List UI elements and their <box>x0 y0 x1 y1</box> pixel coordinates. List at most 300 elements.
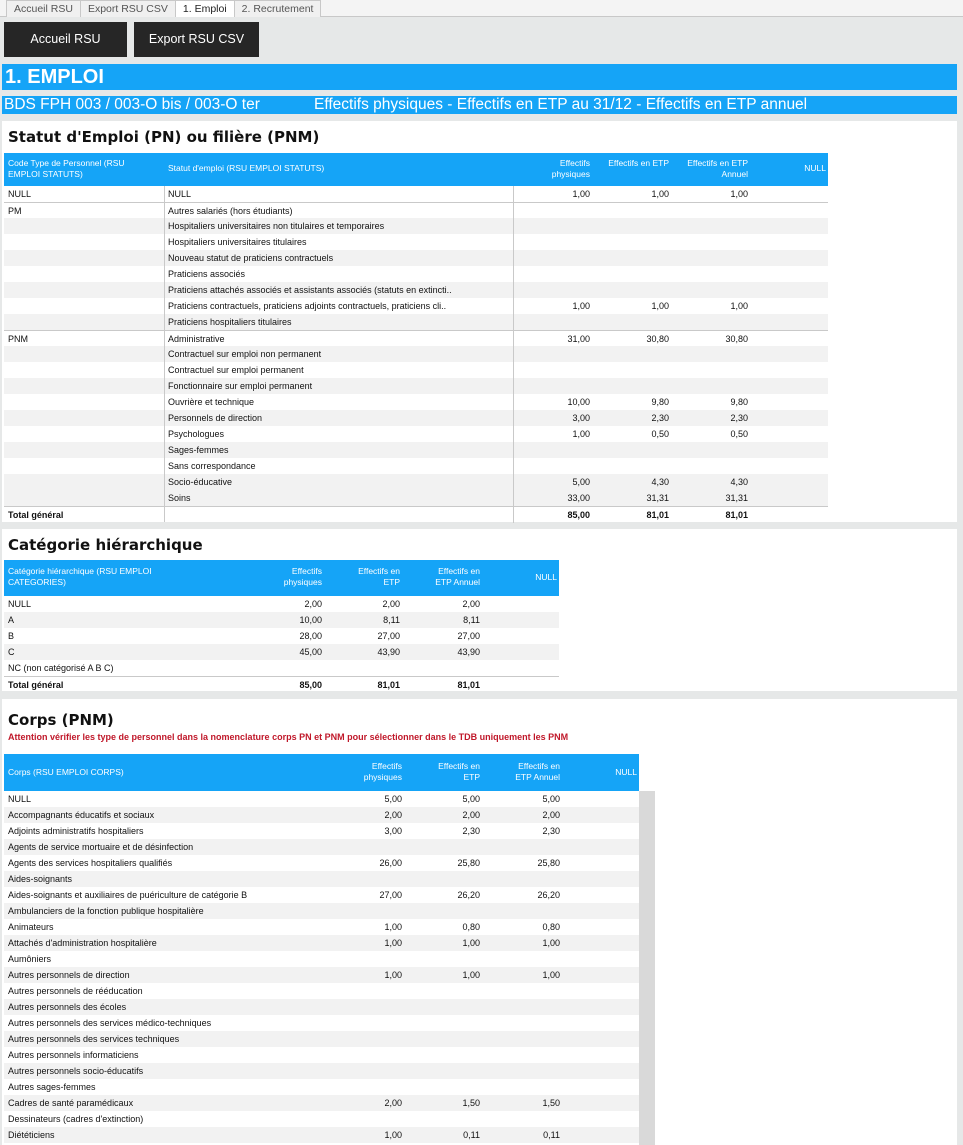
table-row <box>4 807 639 823</box>
header-effectifs-etp[interactable]: Effectifs en ETP <box>608 158 669 168</box>
table-row <box>4 596 559 612</box>
effectifs-physiques-cell <box>324 1015 402 1031</box>
table-row <box>4 999 639 1015</box>
corps-cell: Diététiciens <box>8 1130 55 1140</box>
effectifs-etp-annuel-cell: 2,00 <box>462 599 480 609</box>
effectifs-etp-cell: 26,20 <box>457 890 480 900</box>
effectifs-physiques-cell <box>324 951 402 967</box>
total-row <box>4 676 559 692</box>
code-type-cell <box>8 474 158 490</box>
code-type-cell <box>8 314 158 330</box>
statut-emploi-cell: Praticiens associés <box>168 269 246 279</box>
effectifs-etp-annuel-cell: 2,30 <box>542 826 560 836</box>
effectifs-physiques-cell: 1,00 <box>384 1130 402 1140</box>
categorie-cell: NC (non catégorisé A B C) <box>8 663 114 673</box>
effectifs-etp-annuel-cell <box>484 903 560 919</box>
effectifs-physiques-cell: 2,00 <box>304 599 322 609</box>
corps-table-header <box>4 754 639 791</box>
effectifs-etp-cell <box>584 250 669 266</box>
effectifs-physiques-cell <box>504 266 590 282</box>
effectifs-etp-cell: 2,00 <box>382 599 400 609</box>
table-row <box>4 855 639 871</box>
effectifs-physiques-cell: 28,00 <box>299 631 322 641</box>
corps-cell: Agents de service mortuaire et de désinfection <box>8 842 194 852</box>
effectifs-physiques-cell: 33,00 <box>567 493 590 503</box>
table-row <box>4 839 639 855</box>
effectifs-physiques-cell <box>504 234 590 250</box>
effectifs-physiques-cell: 5,00 <box>572 477 590 487</box>
effectifs-etp-cell: 1,50 <box>462 1098 480 1108</box>
table-row <box>4 458 828 474</box>
code-type-cell <box>8 282 158 298</box>
effectifs-etp-cell: 31,31 <box>646 493 669 503</box>
header-corps-effectifs-etp[interactable]: Effectifs en ETP <box>438 761 480 782</box>
statut-emploi-cell: Contractuel sur emploi non permanent <box>168 349 322 359</box>
effectifs-physiques-cell: 27,00 <box>379 890 402 900</box>
effectifs-etp-annuel-cell <box>484 1111 560 1127</box>
effectifs-physiques-cell <box>324 1111 402 1127</box>
code-type-cell <box>8 426 158 442</box>
effectifs-etp-cell: 2,30 <box>462 826 480 836</box>
statut-emploi-cell: Contractuel sur emploi permanent <box>168 365 304 375</box>
effectifs-etp-annuel-cell <box>664 234 748 250</box>
table-row <box>4 935 639 951</box>
tab-emploi[interactable]: 1. Emploi <box>175 0 235 17</box>
effectifs-etp-cell: 43,90 <box>377 647 400 657</box>
effectifs-etp-annuel-cell: 43,90 <box>457 647 480 657</box>
statut-emploi-cell: Administrative <box>168 334 225 344</box>
effectifs-etp-cell: 0,11 <box>463 1130 480 1140</box>
code-type-cell <box>8 266 158 282</box>
effectifs-etp-cell <box>584 346 669 362</box>
header-corps-null[interactable]: NULL <box>615 767 637 777</box>
effectifs-etp-annuel-cell <box>484 1079 560 1095</box>
effectifs-physiques-cell <box>324 1079 402 1095</box>
effectifs-etp-annuel-cell <box>664 378 748 394</box>
effectifs-etp-annuel-cell <box>484 1063 560 1079</box>
effectifs-etp-cell: 2,00 <box>462 810 480 820</box>
effectifs-etp-cell <box>584 234 669 250</box>
effectifs-etp-annuel-cell: 9,80 <box>730 397 748 407</box>
categorie-table-body <box>4 596 559 692</box>
effectifs-etp-cell <box>404 1031 480 1047</box>
effectifs-etp-cell <box>404 1111 480 1127</box>
statut-emploi-cell: Ouvrière et technique <box>168 397 255 407</box>
effectifs-etp-annuel-cell <box>664 314 748 330</box>
effectifs-etp-cell: 1,00 <box>462 970 480 980</box>
effectifs-etp-annuel-cell: 1,00 <box>542 938 560 948</box>
corps-cell: Autres personnels des services médico-techniques <box>8 1018 212 1028</box>
effectifs-physiques-cell: 1,00 <box>572 301 590 311</box>
effectifs-etp-annuel-cell <box>664 250 748 266</box>
corps-cell: NULL <box>8 794 32 804</box>
table-row <box>4 378 828 394</box>
effectifs-physiques-cell <box>324 1047 402 1063</box>
header-cat-effectifs-physiques[interactable]: Effectifs physiques <box>283 566 322 587</box>
statut-emploi-cell: Fonctionnaire sur emploi permanent <box>168 381 313 391</box>
effectifs-physiques-cell <box>504 218 590 234</box>
code-type-cell <box>8 218 158 234</box>
categorie-table-header <box>4 560 559 596</box>
table-row <box>4 1127 639 1143</box>
header-effectifs-etp-annuel[interactable]: Effectifs en ETP Annuel <box>687 158 748 179</box>
accueil-rsu-button[interactable]: Accueil RSU <box>4 22 127 57</box>
header-corps-effectifs-physiques[interactable]: Effectifs physiques <box>363 761 402 782</box>
table-row <box>4 490 828 506</box>
effectifs-physiques-cell <box>504 346 590 362</box>
effectifs-etp-cell <box>404 983 480 999</box>
effectifs-etp-annuel-cell: 0,80 <box>542 922 560 932</box>
effectifs-etp-annuel-cell <box>664 362 748 378</box>
code-type-cell <box>8 250 158 266</box>
table-scroll-shadow <box>639 791 655 1145</box>
effectifs-etp-cell: 9,80 <box>651 397 669 407</box>
effectifs-etp-annuel-cell: 25,80 <box>537 858 560 868</box>
table-row <box>4 314 828 330</box>
effectifs-etp-annuel-cell <box>484 1047 560 1063</box>
statut-emploi-cell: Hospitaliers universitaires titulaires <box>168 237 307 247</box>
effectifs-etp-annuel-cell: 1,50 <box>542 1098 560 1108</box>
effectifs-etp-annuel-cell <box>664 442 748 458</box>
effectifs-physiques-cell: 31,00 <box>567 334 590 344</box>
code-type-cell <box>8 394 158 410</box>
header-cat-null[interactable]: NULL <box>535 572 557 582</box>
effectifs-etp-cell <box>584 362 669 378</box>
header-categorie[interactable]: Catégorie hiérarchique (RSU EMPLOI CATEGORIES) <box>8 566 152 587</box>
effectifs-etp-annuel-cell <box>664 203 748 219</box>
categorie-cell: NULL <box>8 599 32 609</box>
table-row <box>4 1079 639 1095</box>
table-row <box>4 442 828 458</box>
table-row <box>4 903 639 919</box>
table-row <box>4 628 559 644</box>
effectifs-physiques-cell: 10,00 <box>567 397 590 407</box>
corps-cell: Autres personnels socio-éducatifs <box>8 1066 144 1076</box>
corps-cell: Autres personnels de direction <box>8 970 130 980</box>
effectifs-physiques-cell: 1,00 <box>384 922 402 932</box>
effectifs-etp-annuel-cell: 2,30 <box>730 413 748 423</box>
effectifs-etp-cell: 0,80 <box>462 922 480 932</box>
effectifs-etp-annuel-cell <box>664 458 748 474</box>
table-row <box>4 474 828 490</box>
table-row <box>4 887 639 903</box>
code-type-cell <box>8 490 158 506</box>
tab-export-rsu-csv[interactable]: Export RSU CSV <box>80 0 176 17</box>
effectifs-etp-annuel-cell: 1,00 <box>542 970 560 980</box>
corps-cell: Aides-soignants <box>8 874 73 884</box>
table-row <box>4 1047 639 1063</box>
table-row <box>4 951 639 967</box>
effectifs-etp-cell: 4,30 <box>651 477 669 487</box>
statut-emploi-cell: Personnels de direction <box>168 413 263 423</box>
code-type-cell <box>8 410 158 426</box>
effectifs-etp-cell: 1,00 <box>651 301 669 311</box>
effectifs-physiques-cell <box>504 203 590 219</box>
table-row <box>4 660 559 676</box>
corps-cell: Aides-soignants et auxiliaires de puériculture de catégorie B <box>8 890 248 900</box>
table-row <box>4 644 559 660</box>
effectifs-etp-cell <box>404 951 480 967</box>
header-effectifs-physiques[interactable]: Effectifs physiques <box>551 158 590 179</box>
total-label: Total général <box>8 680 64 690</box>
categorie-title: Catégorie hiérarchique <box>8 536 203 554</box>
effectifs-etp-cell <box>404 871 480 887</box>
corps-table-body <box>4 791 639 1145</box>
effectifs-etp-cell: 25,80 <box>457 858 480 868</box>
effectifs-physiques-cell: 45,00 <box>299 647 322 657</box>
effectifs-etp-cell <box>404 1063 480 1079</box>
corps-cell: Dessinateurs (cadres d'extinction) <box>8 1114 144 1124</box>
header-corps-effectifs-etp-annuel[interactable]: Effectifs en ETP Annuel <box>515 761 560 782</box>
header-cat-effectifs-etp[interactable]: Effectifs en ETP <box>358 566 400 587</box>
categorie-cell: B <box>8 631 15 641</box>
corps-cell: Aumôniers <box>8 954 52 964</box>
effectifs-etp-annuel-cell <box>484 839 560 855</box>
effectifs-etp-cell <box>404 999 480 1015</box>
statut-emploi-cell: Psychologues <box>168 429 225 439</box>
corps-warning: Attention vérifier les type de personnel dans la nomenclature corps PN et PNM pour sélectionner dans le TDB uniquement les PNM <box>8 732 569 742</box>
effectifs-etp-cell: 5,00 <box>462 794 480 804</box>
effectifs-etp-cell <box>584 458 669 474</box>
code-type-cell: PM <box>8 206 22 216</box>
corps-cell: Autres personnels de rééducation <box>8 986 143 996</box>
effectifs-physiques-cell <box>504 250 590 266</box>
effectifs-etp-annuel-cell: 0,11 <box>543 1130 560 1140</box>
statut-emploi-cell: Nouveau statut de praticiens contractuels <box>168 253 334 263</box>
corps-cell: Autres personnels des services techniques <box>8 1034 180 1044</box>
categorie-cell: A <box>8 615 15 625</box>
header-null[interactable]: NULL <box>804 163 826 173</box>
header-corps[interactable]: Corps (RSU EMPLOI CORPS) <box>8 767 124 777</box>
effectifs-etp-cell: 1,00 <box>462 938 480 948</box>
table-divider <box>513 186 514 523</box>
code-type-cell <box>8 458 158 474</box>
effectifs-etp-cell <box>404 1079 480 1095</box>
table-row <box>4 362 828 378</box>
corps-cell: Adjoints administratifs hospitaliers <box>8 826 144 836</box>
effectifs-etp-cell: 27,00 <box>377 631 400 641</box>
tab-bar <box>0 0 963 17</box>
effectifs-etp-annuel-cell <box>664 346 748 362</box>
effectifs-physiques-cell: 3,00 <box>384 826 402 836</box>
effectifs-physiques-cell: 1,00 <box>384 970 402 980</box>
effectifs-etp-annuel-cell <box>484 999 560 1015</box>
effectifs-physiques-cell: 26,00 <box>379 858 402 868</box>
effectifs-physiques-cell <box>504 314 590 330</box>
effectifs-physiques-cell <box>244 660 322 676</box>
effectifs-etp-cell: 8,11 <box>383 615 400 625</box>
effectifs-physiques-cell <box>324 903 402 919</box>
effectifs-physiques-cell <box>504 458 590 474</box>
corps-cell: Animateurs <box>8 922 54 932</box>
effectifs-etp-annuel-cell: 8,11 <box>463 615 480 625</box>
effectifs-etp-annuel-cell: 5,00 <box>542 794 560 804</box>
code-type-cell <box>8 362 158 378</box>
total-effectifs-etp: 81,01 <box>646 510 669 520</box>
effectifs-etp-annuel-cell: 1,00 <box>730 189 748 199</box>
effectifs-etp-cell: 2,30 <box>651 413 669 423</box>
effectifs-etp-cell <box>324 660 400 676</box>
table-row <box>4 1031 639 1047</box>
categorie-cell: C <box>8 647 15 657</box>
code-type-cell <box>8 298 158 314</box>
effectifs-etp-annuel-cell: 26,20 <box>537 890 560 900</box>
effectifs-etp-annuel-cell: 4,30 <box>730 477 748 487</box>
effectifs-etp-annuel-cell: 30,80 <box>725 334 748 344</box>
table-row <box>4 186 828 202</box>
corps-cell: Cadres de santé paramédicaux <box>8 1098 134 1108</box>
table-row <box>4 410 828 426</box>
effectifs-physiques-cell <box>324 839 402 855</box>
effectifs-etp-annuel-cell: 31,31 <box>725 493 748 503</box>
statut-emploi-cell: NULL <box>168 189 192 199</box>
effectifs-etp-cell <box>404 1015 480 1031</box>
effectifs-physiques-cell <box>504 282 590 298</box>
code-type-cell: NULL <box>8 189 32 199</box>
table-row <box>4 298 828 314</box>
effectifs-etp-cell: 30,80 <box>646 334 669 344</box>
table-row <box>4 218 828 234</box>
table-row <box>4 1095 639 1111</box>
table-row <box>4 871 639 887</box>
effectifs-physiques-cell: 1,00 <box>572 429 590 439</box>
effectifs-etp-cell <box>584 378 669 394</box>
table-row <box>4 1015 639 1031</box>
corps-cell: Autres sages-femmes <box>8 1082 96 1092</box>
code-type-cell <box>8 346 158 362</box>
effectifs-etp-cell <box>404 839 480 855</box>
effectifs-etp-cell <box>584 203 669 219</box>
total-effectifs-etp: 81,01 <box>377 680 400 690</box>
table-row <box>4 919 639 935</box>
statut-emploi-cell: Praticiens contractuels, praticiens adjoints contractuels, praticiens cli.. <box>168 301 447 311</box>
corps-cell: Autres personnels des écoles <box>8 1002 127 1012</box>
effectifs-etp-cell <box>584 442 669 458</box>
effectifs-etp-annuel-cell: 27,00 <box>457 631 480 641</box>
statut-emploi-cell: Praticiens attachés associés et assistants associés (statuts en extincti.. <box>168 285 452 295</box>
corps-cell: Attachés d'administration hospitalière <box>8 938 157 948</box>
table-row <box>4 266 828 282</box>
effectifs-etp-cell: 0,50 <box>651 429 669 439</box>
statut-emploi-cell: Sans correspondance <box>168 461 256 471</box>
corps-panel <box>2 699 957 1145</box>
code-type-cell <box>8 442 158 458</box>
effectifs-physiques-cell <box>324 1031 402 1047</box>
table-row <box>4 1111 639 1127</box>
table-row <box>4 612 559 628</box>
effectifs-physiques-cell: 1,00 <box>384 938 402 948</box>
effectifs-etp-cell <box>584 282 669 298</box>
header-statut-emploi[interactable]: Statut d'emploi (RSU EMPLOI STATUTS) <box>168 163 325 173</box>
table-row <box>4 330 828 346</box>
tab-recrutement[interactable]: 2. Recrutement <box>234 0 322 17</box>
code-type-cell <box>8 234 158 250</box>
effectifs-etp-annuel-cell <box>404 660 480 676</box>
effectifs-etp-cell <box>584 314 669 330</box>
effectifs-physiques-cell <box>324 1063 402 1079</box>
effectifs-etp-annuel-cell <box>664 282 748 298</box>
effectifs-etp-annuel-cell <box>664 218 748 234</box>
table-row <box>4 346 828 362</box>
subtitle-measures: Effectifs physiques - Effectifs en ETP au 31/12 - Effectifs en ETP annuel <box>314 96 808 113</box>
effectifs-physiques-cell: 3,00 <box>572 413 590 423</box>
page-title: 1. EMPLOI <box>2 64 957 90</box>
effectifs-etp-annuel-cell <box>484 1015 560 1031</box>
effectifs-physiques-cell: 2,00 <box>384 1098 402 1108</box>
total-effectifs-etp-annuel: 81,01 <box>457 680 480 690</box>
effectifs-etp-annuel-cell <box>484 871 560 887</box>
subtitle-reference: BDS FPH 003 / 003-O bis / 003-O ter <box>4 96 260 113</box>
statut-emploi-cell: Soins <box>168 493 191 503</box>
corps-cell: Autres personnels informaticiens <box>8 1050 139 1060</box>
header-cat-effectifs-etp-annuel[interactable]: Effectifs en ETP Annuel <box>435 566 480 587</box>
categorie-panel <box>2 529 957 691</box>
statut-title: Statut d'Emploi (PN) ou filière (PNM) <box>8 128 320 146</box>
table-row <box>4 1063 639 1079</box>
effectifs-physiques-cell: 2,00 <box>384 810 402 820</box>
effectifs-etp-annuel-cell <box>484 951 560 967</box>
effectifs-physiques-cell <box>504 442 590 458</box>
table-row <box>4 426 828 442</box>
statut-table-body <box>4 186 828 523</box>
total-row <box>4 506 828 522</box>
code-type-cell: PNM <box>8 334 28 344</box>
corps-cell: Accompagnants éducatifs et sociaux <box>8 810 155 820</box>
table-row <box>4 791 639 807</box>
page-subtitle <box>2 96 957 114</box>
effectifs-etp-cell <box>584 218 669 234</box>
table-row <box>4 202 828 218</box>
effectifs-etp-annuel-cell: 1,00 <box>730 301 748 311</box>
effectifs-etp-cell <box>404 1047 480 1063</box>
table-row <box>4 250 828 266</box>
effectifs-physiques-cell <box>324 871 402 887</box>
statut-emploi-cell: Autres salariés (hors étudiants) <box>168 206 293 216</box>
effectifs-etp-annuel-cell: 0,50 <box>730 429 748 439</box>
statut-emploi-cell: Hospitaliers universitaires non titulaires et temporaires <box>168 221 385 231</box>
effectifs-etp-annuel-cell <box>484 1031 560 1047</box>
effectifs-physiques-cell: 10,00 <box>299 615 322 625</box>
effectifs-etp-annuel-cell <box>484 983 560 999</box>
table-row <box>4 983 639 999</box>
corps-cell: Agents des services hospitaliers qualifiés <box>8 858 173 868</box>
total-label: Total général <box>8 510 64 520</box>
effectifs-etp-cell <box>584 266 669 282</box>
statut-emploi-cell: Sages-femmes <box>168 445 229 455</box>
table-divider <box>164 186 165 522</box>
statut-panel <box>2 121 957 522</box>
corps-title: Corps (PNM) <box>8 711 114 729</box>
effectifs-physiques-cell <box>504 378 590 394</box>
corps-cell: Ambulanciers de la fonction publique hospitalière <box>8 906 204 916</box>
tab-accueil-rsu[interactable]: Accueil RSU <box>6 0 81 17</box>
code-type-cell <box>8 378 158 394</box>
statut-emploi-cell: Socio-éducative <box>168 477 233 487</box>
effectifs-etp-annuel-cell: 2,00 <box>542 810 560 820</box>
header-code-type[interactable]: Code Type de Personnel (RSU EMPLOI STATUTS) <box>8 158 125 179</box>
statut-table-header <box>4 153 828 186</box>
total-effectifs-physiques: 85,00 <box>567 510 590 520</box>
effectifs-physiques-cell: 5,00 <box>384 794 402 804</box>
effectifs-physiques-cell <box>324 999 402 1015</box>
table-row <box>4 234 828 250</box>
effectifs-etp-cell <box>404 903 480 919</box>
table-row <box>4 967 639 983</box>
statut-emploi-cell: Praticiens hospitaliers titulaires <box>168 317 292 327</box>
export-rsu-csv-button[interactable]: Export RSU CSV <box>134 22 259 57</box>
table-row <box>4 823 639 839</box>
effectifs-physiques-cell <box>324 983 402 999</box>
